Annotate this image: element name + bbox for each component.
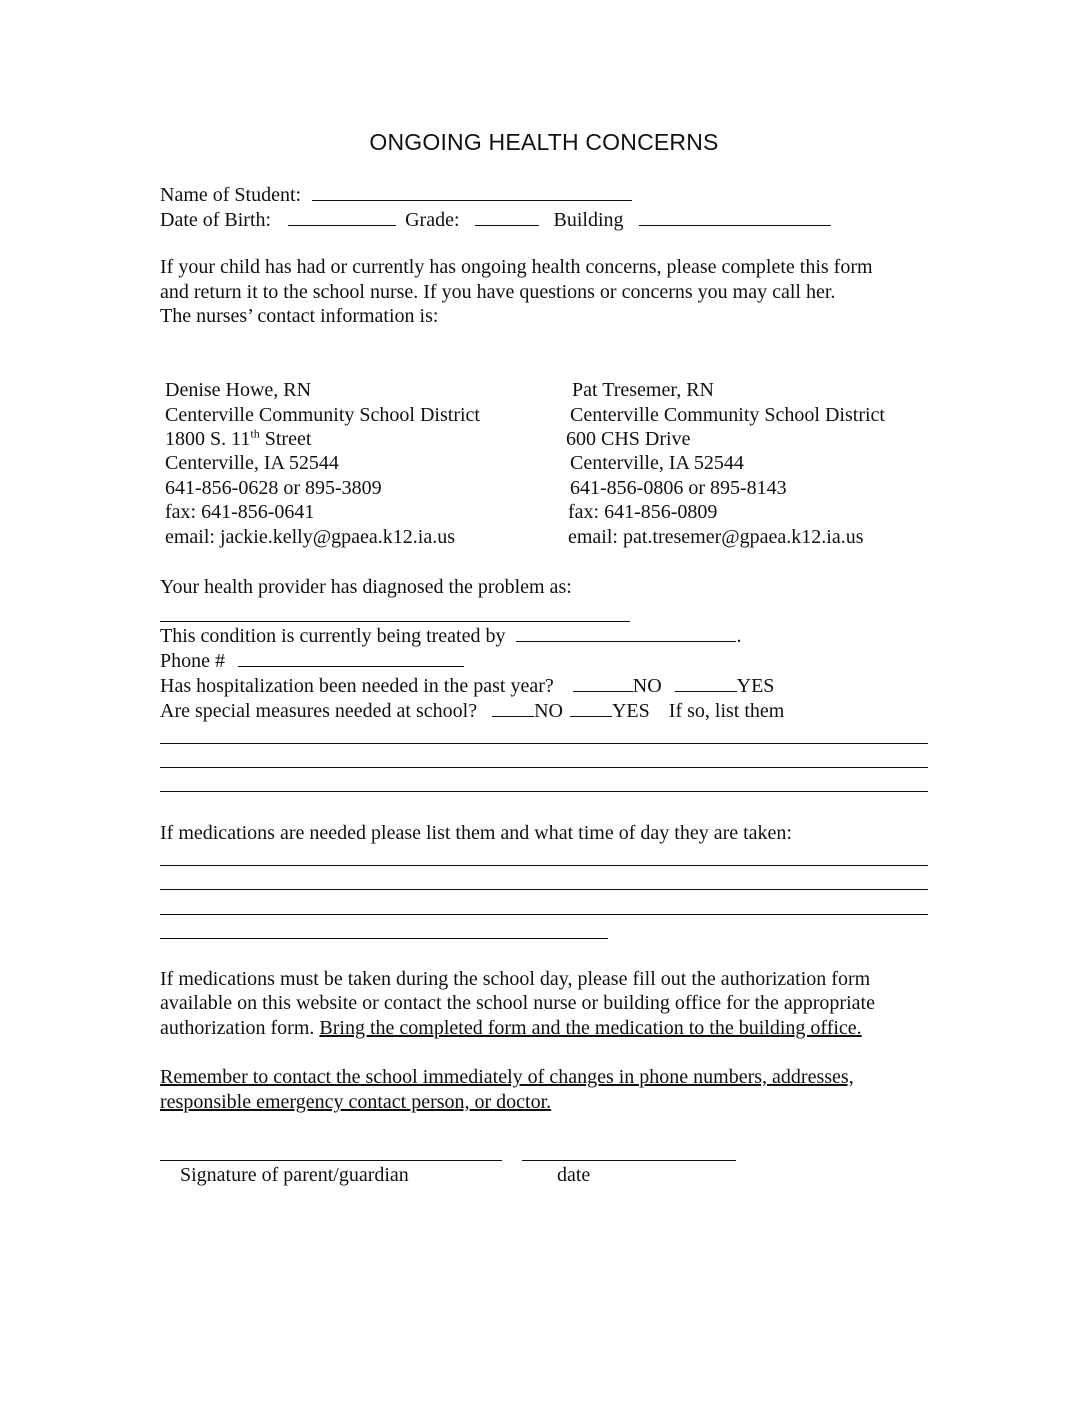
medications-line-4[interactable] (160, 938, 608, 939)
medications-label: If medications are needed please list them and what time of day they are taken: (160, 822, 792, 844)
special-no-field[interactable] (492, 698, 534, 717)
dob-field[interactable] (288, 207, 396, 226)
treated-by-field[interactable] (516, 623, 736, 642)
list-them-label: If so, list them (668, 700, 785, 722)
nurse-2-phone: 641-856-0806 or 895-8143 (570, 477, 787, 499)
special-measures-line-2[interactable] (160, 767, 928, 768)
page-title: ONGOING HEALTH CONCERNS (369, 129, 719, 155)
auth-line-2: available on this website or contact the school nurse or building office for the appropriate (160, 992, 875, 1014)
treated-by-label: This condition is currently being treated by (160, 625, 506, 647)
special-yes-field[interactable] (570, 698, 612, 717)
nurse-1-phone: 641-856-0628 or 895-3809 (165, 477, 382, 499)
medications-line-3[interactable] (160, 914, 928, 915)
student-name-row (160, 182, 632, 207)
date-field[interactable] (522, 1160, 736, 1161)
special-measures-row: Are special measures needed at school? NO YES If so, list them (160, 700, 785, 722)
building-field[interactable] (639, 207, 831, 226)
intro-line-1: If your child has had or currently has ongoing health concerns, please complete this form (160, 256, 873, 278)
nurse-2-email: email: pat.tresemer@gpaea.k12.ia.us (568, 526, 864, 548)
nurse-2-street: 600 CHS Drive (566, 428, 691, 450)
nurse-1-district: Centerville Community School District (165, 404, 480, 426)
nurse-2-fax: fax: 641-856-0809 (568, 501, 718, 523)
phone-row (160, 648, 464, 673)
treated-by-row: This condition is currently being treated by . (160, 625, 742, 647)
diagnosis-field[interactable] (160, 621, 630, 622)
signature-field[interactable] (160, 1160, 502, 1161)
intro-line-2: and return it to the school nurse. If you have questions or concerns you may call her. (160, 281, 836, 303)
building-label: Building (553, 209, 624, 231)
phone-label: Phone # (160, 650, 225, 672)
grade-label: Grade: (405, 209, 460, 231)
medications-line-2[interactable] (160, 889, 928, 890)
medications-line-1[interactable] (160, 865, 928, 866)
signature-label: Signature of parent/guardian (180, 1164, 409, 1186)
nurse-1-email: email: jackie.kelly@gpaea.k12.ia.us (165, 526, 455, 548)
special-measures-label: Are special measures needed at school? (160, 700, 478, 722)
intro-line-3: The nurses’ contact information is: (160, 305, 439, 327)
hospitalization-yes-field[interactable] (675, 673, 737, 692)
grade-field[interactable] (475, 207, 539, 226)
nurse-1-street: 1800 S. 11th Street (165, 426, 312, 450)
auth-line-3: authorization form. Bring the completed form and the medication to the building office. (160, 1017, 862, 1039)
nurse-2-district: Centerville Community School District (570, 404, 885, 426)
nurse-1-name: Denise Howe, RN (165, 379, 312, 401)
student-name-field[interactable] (312, 182, 632, 201)
date-label: date (557, 1164, 591, 1186)
special-measures-line-1[interactable] (160, 743, 928, 744)
reminder-line-2: responsible emergency contact person, or doctor. (160, 1091, 552, 1113)
nurse-2-name: Pat Tresemer, RN (572, 379, 714, 401)
nurse-1-city: Centerville, IA 52544 (165, 452, 339, 474)
auth-instruction-underlined: Bring the completed form and the medication to the building office. (319, 1017, 862, 1039)
phone-field[interactable] (238, 648, 464, 667)
student-name-label: Name of Student: (160, 184, 302, 206)
hospitalization-no-field[interactable] (573, 673, 633, 692)
nurse-1-fax: fax: 641-856-0641 (165, 501, 315, 523)
reminder-line-1: Remember to contact the school immediately of changes in phone numbers, addresses, (160, 1066, 854, 1088)
auth-line-1: If medications must be taken during the school day, please fill out the authorization form (160, 968, 871, 990)
nurse-2-city: Centerville, IA 52544 (570, 452, 744, 474)
special-measures-line-3[interactable] (160, 791, 928, 792)
dob-label: Date of Birth: (160, 209, 272, 231)
dob-grade-building-row (160, 207, 831, 232)
hospitalization-label: Has hospitalization been needed in the past year? (160, 675, 554, 697)
diagnosis-label: Your health provider has diagnosed the problem as: (160, 576, 572, 598)
hospitalization-row: Has hospitalization been needed in the past year? NO YES (160, 675, 775, 697)
